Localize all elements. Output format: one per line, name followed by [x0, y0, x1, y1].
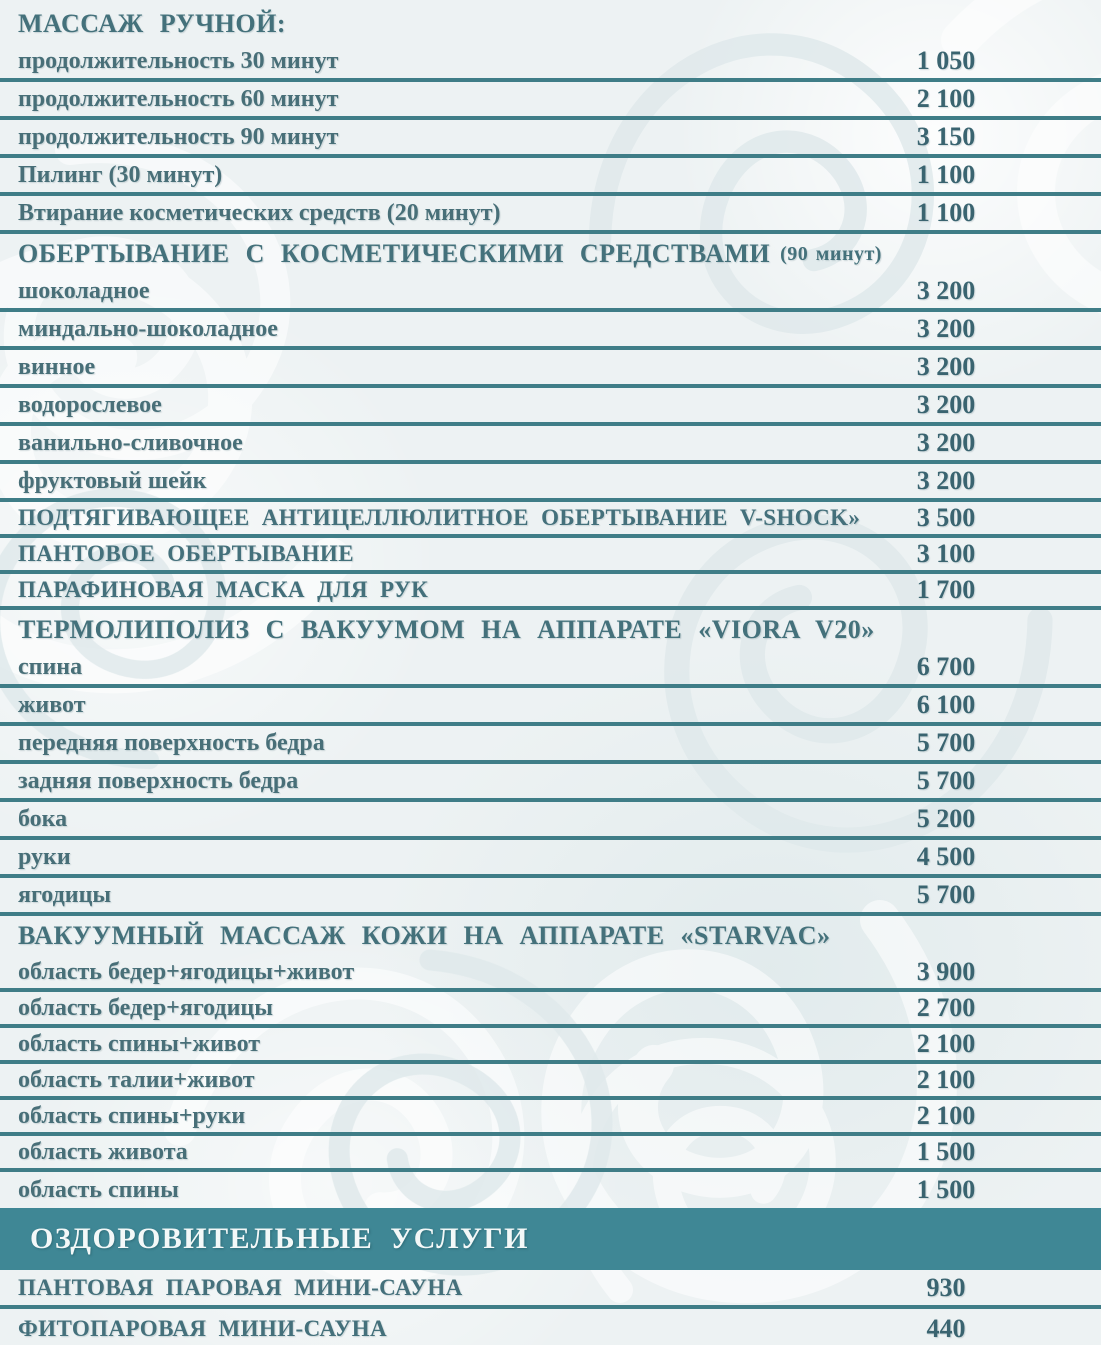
- price-row: [0, 464, 1101, 502]
- service-price: 1 700: [916, 575, 976, 604]
- service-label: Пилинг (30 минут): [18, 161, 223, 188]
- price-row: [0, 1270, 1101, 1309]
- service-price: 3 100: [916, 539, 976, 568]
- service-label: область бедер+ягодицы: [18, 994, 273, 1021]
- section-title-cosmetic-wraps: [0, 234, 1101, 274]
- service-label: область спины: [18, 1176, 179, 1203]
- service-price: 3 200: [916, 276, 976, 305]
- price-row: [0, 274, 1101, 312]
- service-price: 5 200: [916, 804, 976, 833]
- price-row: [0, 502, 1101, 538]
- service-label: фруктовый шейк: [18, 467, 207, 494]
- price-row: [0, 650, 1101, 688]
- service-price: 2 100: [916, 1101, 976, 1130]
- service-label: ПАНТОВОЕ ОБЕРТЫВАНИЕ: [18, 541, 354, 566]
- price-row: [0, 1100, 1101, 1136]
- service-price: 2 100: [916, 1065, 976, 1094]
- wellness-banner: [0, 1208, 1101, 1270]
- service-label: область живота: [18, 1138, 188, 1165]
- section-title-text: ОБЕРТЫВАНИЕ С КОСМЕТИЧЕСКИМИ СРЕДСТВАМИ: [18, 239, 771, 268]
- service-label: Втирание косметических средств (20 минут): [18, 199, 501, 226]
- service-label: продолжительность 60 минут: [18, 85, 339, 112]
- price-row: [0, 120, 1101, 158]
- service-label: миндально-шоколадное: [18, 315, 278, 342]
- service-label: ФИТОПАРОВАЯ МИНИ-САУНА: [18, 1315, 388, 1341]
- service-price: 1 500: [916, 1175, 976, 1204]
- section-title-text: ТЕРМОЛИПОЛИЗ С ВАКУУМОМ НА АППАРАТЕ «VIORA V20»: [18, 615, 875, 644]
- service-label: ванильно-сливочное: [18, 429, 243, 456]
- service-price: 2 700: [916, 993, 976, 1022]
- price-row: [0, 158, 1101, 196]
- price-row: [0, 350, 1101, 388]
- service-price: 5 700: [916, 728, 976, 757]
- service-price: 6 700: [916, 652, 976, 681]
- service-label: продолжительность 90 минут: [18, 123, 339, 150]
- price-row: [0, 764, 1101, 802]
- price-row: [0, 688, 1101, 726]
- section-title-text: МАССАЖ РУЧНОЙ:: [18, 9, 286, 38]
- price-row: [0, 1028, 1101, 1064]
- service-label: руки: [18, 843, 71, 870]
- price-row: [0, 1309, 1101, 1345]
- service-label: спина: [18, 653, 83, 680]
- section-title-thermolipolysis: [0, 610, 1101, 650]
- service-price: 1 100: [916, 160, 976, 189]
- service-price: 3 200: [916, 390, 976, 419]
- price-row: [0, 196, 1101, 234]
- section-title-manual-massage: [0, 4, 1101, 44]
- section-title-note: (90 минут): [780, 242, 882, 265]
- service-label: передняя поверхность бедра: [18, 729, 325, 756]
- service-label: ПОДТЯГИВАЮЩЕЕ АНТИЦЕЛЛЮЛИТНОЕ ОБЕРТЫВАНИЕ V-SHOCK»: [18, 505, 861, 530]
- price-row: [0, 426, 1101, 464]
- service-price: 3 200: [916, 352, 976, 381]
- service-label: задняя поверхность бедра: [18, 767, 299, 794]
- service-price: 1 100: [916, 198, 976, 227]
- price-row: [0, 726, 1101, 764]
- service-price: 1 050: [916, 46, 976, 75]
- section-title-text: ВАКУУМНЫЙ МАССАЖ КОЖИ НА АППАРАТЕ «STARVAC»: [18, 921, 831, 950]
- service-label: винное: [18, 353, 96, 380]
- price-row: [0, 574, 1101, 610]
- service-label: область талии+живот: [18, 1066, 255, 1093]
- section-title-vacuum-massage: [0, 916, 1101, 956]
- price-row: [0, 312, 1101, 350]
- service-label: ПАНТОВАЯ ПАРОВАЯ МИНИ-САУНА: [18, 1274, 463, 1300]
- service-price: 3 200: [916, 314, 976, 343]
- service-label: шоколадное: [18, 277, 150, 304]
- service-price: 5 700: [916, 880, 976, 909]
- service-price: 2 100: [916, 84, 976, 113]
- service-label: ПАРАФИНОВАЯ МАСКА ДЛЯ РУК: [18, 577, 429, 602]
- service-price: 3 500: [916, 503, 976, 532]
- price-row: [0, 538, 1101, 574]
- price-row: [0, 388, 1101, 426]
- wellness-banner-label: ОЗДОРОВИТЕЛЬНЫЕ УСЛУГИ: [30, 1222, 529, 1255]
- price-row: [0, 1172, 1101, 1208]
- service-price: 1 500: [916, 1137, 976, 1166]
- service-label: ягодицы: [18, 881, 112, 908]
- service-label: бока: [18, 805, 68, 832]
- service-price: 6 100: [916, 690, 976, 719]
- service-price: 930: [926, 1272, 966, 1302]
- service-label: область бедер+ягодицы+живот: [18, 958, 355, 985]
- price-row: [0, 44, 1101, 82]
- price-row: [0, 82, 1101, 120]
- price-row: [0, 802, 1101, 840]
- service-label: область спины+живот: [18, 1030, 261, 1057]
- service-label: область спины+руки: [18, 1102, 246, 1129]
- price-row: [0, 956, 1101, 992]
- price-row: [0, 1136, 1101, 1172]
- price-row: [0, 1064, 1101, 1100]
- service-price: 3 200: [916, 428, 976, 457]
- price-row: [0, 878, 1101, 916]
- service-price: 4 500: [916, 842, 976, 871]
- service-label: живот: [18, 691, 86, 718]
- price-row: [0, 840, 1101, 878]
- service-price: 2 100: [916, 1029, 976, 1058]
- service-price: 3 150: [916, 122, 976, 151]
- service-price: 5 700: [916, 766, 976, 795]
- price-row: [0, 992, 1101, 1028]
- service-price: 3 900: [916, 957, 976, 986]
- service-price: 3 200: [916, 466, 976, 495]
- service-label: продолжительность 30 минут: [18, 47, 339, 74]
- service-label: водорослевое: [18, 391, 162, 418]
- service-price: 440: [926, 1313, 966, 1343]
